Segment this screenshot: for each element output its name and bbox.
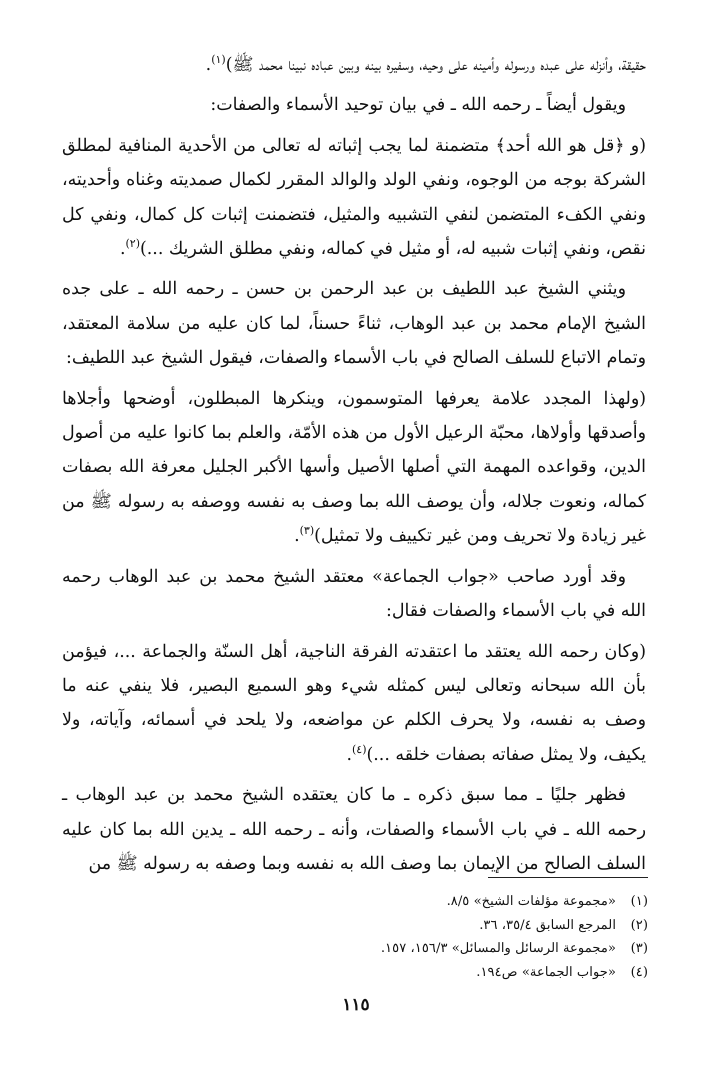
page-number: ١١٥	[342, 995, 370, 1015]
footnote-ref: (٤)	[351, 742, 367, 756]
footnote-number: (١)	[630, 894, 648, 909]
paragraph-text: ويقول أيضاً ـ رحمه الله ـ في بيان توحيد الأسماء والصفات:	[210, 95, 626, 116]
paragraph	[62, 778, 646, 881]
paragraph	[62, 88, 646, 122]
paragraph	[62, 272, 646, 375]
footnote-ref: (٣)	[299, 524, 315, 538]
footnote-text: المرجع السابق ٣٥/٤، ٣٦.	[479, 917, 616, 933]
paragraph	[62, 560, 646, 629]
paragraph	[62, 382, 646, 554]
paragraph-tail: .	[346, 744, 352, 765]
paragraph-tail: .	[294, 526, 300, 547]
paragraph	[62, 129, 646, 267]
main-text	[62, 48, 646, 881]
paragraph-tail: .	[205, 55, 212, 75]
paragraph-text: حقيقة، وأنزله على عبده ورسوله وأمينه على وحيه، وسفيره بينه وبين عباده نبينا محمد ﷺ)	[225, 55, 646, 75]
paragraph-text: فظهر جليًا ـ مما سبق ذكره ـ ما كان يعتقده الشيخ محمد بن عبد الوهاب ـ رحمه الله ـ في باب الأسماء والصفات، وأنه ـ رحمه الله ـ يدين الله بما كان عليه السلف الصالح من الإيمان بما وصف الله به نفسه وبما وصفه به رسوله ﷺ من	[62, 785, 646, 874]
paragraph-tail: .	[119, 239, 126, 260]
footnote	[64, 937, 648, 961]
footnote-divider	[488, 877, 648, 878]
paragraph	[62, 635, 646, 773]
footnote-text: «مجموعة مؤلفات الشيخ» ٨/٥.	[446, 894, 616, 909]
paragraph-text: (ولهذا المجدد علامة يعرفها المتوسمون، وينكرها المبطلون، أوضحها وأجلاها وأصدقها وأولاها، محبّة الرعيل الأول من هذه الأمّة، والعلم بما كانوا عليه من أصول الدين، وقواعده المهمة التي أصلها الأصيل وأسها الأكبر الجليل معرفة الله بصفات كماله، ونعوت جلاله، وأن يوصف الله بما وصف به نفسه ووصفه به رسوله ﷺ من غير زيادة ولا تحريف ومن غير تكييف ولا تمثيل)	[62, 388, 646, 547]
footnote	[64, 890, 648, 914]
footnote-ref: (١)	[211, 53, 226, 67]
paragraph-text: (وكان رحمه الله يعتقد ما اعتقدته الفرقة الناجية، أهل السنّة والجماعة ...، فيؤمن بأن الله سبحانه وتعالى ليس كمثله شيء وهو السميع البصير، فلا ينفي عنه ما وصف به نفسه، ولا يحرف الكلم عن مواضعه، ولا يلحد في أسمائه، وآياته، ولا يكيف، ولا يمثل صفاته بصفات خلقه ...)	[62, 641, 646, 765]
footnote	[64, 914, 648, 938]
paragraph-text: وقد أورد صاحب «جواب الجماعة» معتقد الشيخ محمد بن عبد الوهاب رحمه الله في باب الأسماء والصفات فقال:	[62, 566, 646, 622]
footnote-number: (٤)	[630, 964, 648, 980]
paragraph-text: (و ﴿قل هو الله أحد﴾ متضمنة لما يجب إثباته له تعالى من الأحدية المنافية لمطلق الشركة بوجه من الوجوه، ونفي الولد والوالد المقرر لكمال صمديته وغناه وأحديته، ونفي الكفء المتضمن لنفي التشبيه والمثيل، فتضمنت إثبات كل كمال، ونفي كل نقص، ونفي إثبات شبيه له، أو مثيل في كماله، ونفي مطلق الشريك ...)	[62, 135, 646, 260]
footnotes	[64, 890, 648, 984]
paragraph-text: ويثني الشيخ عبد اللطيف بن عبد الرحمن بن حسن ـ رحمه الله ـ على جده الشيخ الإمام محمد بن عبد الوهاب، ثناءً حسناً، لما كان عليه من سلامة المعتقد، وتمام الاتباع للسلف الصالح في باب الأسماء والصفات، فيقول الشيخ عبد اللطيف:	[62, 279, 646, 369]
footnote	[64, 961, 648, 985]
footnote-number: (٣)	[630, 941, 648, 956]
footnote-number: (٢)	[630, 917, 648, 933]
footnote-text: «مجموعة الرسائل والمسائل» ١٥٦/٣، ١٥٧.	[380, 941, 616, 956]
paragraph	[62, 48, 646, 82]
footnote-text: «جواب الجماعة» ص١٩٤.	[476, 964, 616, 980]
footnote-ref: (٢)	[125, 237, 140, 251]
